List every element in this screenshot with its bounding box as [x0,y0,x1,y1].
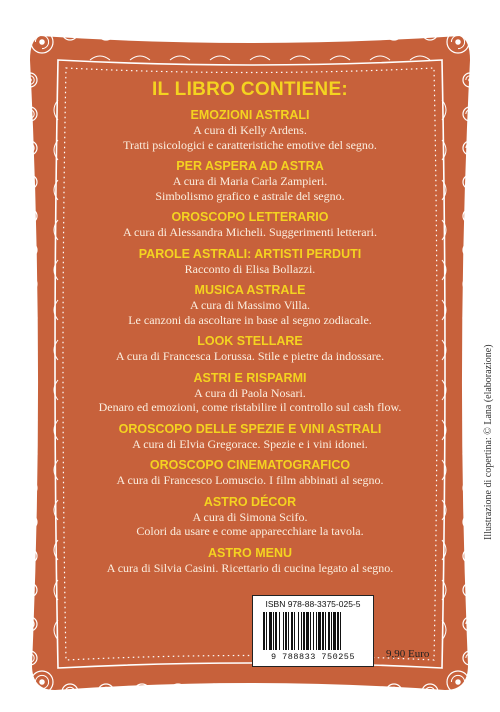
price: 9,90 Euro [386,648,430,660]
section-line: Racconto di Elisa Bollazzi. [184,261,316,276]
section-line: A cura di Alessandra Micheli. Suggerimenti letterari. [123,225,377,239]
section-4 [60,283,440,327]
section-line: Le canzoni da ascoltare in base al segno zodiacale. [128,312,372,327]
page-title: IL LIBRO CONTIENE: [151,79,349,100]
section-heading: EMOZIONI ASTRALI [190,108,310,122]
barcode [261,612,365,650]
section-2 [60,210,440,240]
section-1 [60,159,440,203]
section-9 [60,495,440,539]
section-5 [60,334,440,364]
isbn-label: ISBN 978-88-3375-025-5 [265,599,361,609]
section-heading: MUSICA ASTRALE [194,283,306,297]
isbn-barcode-box [252,595,374,667]
section-line: Tratti psicologici e caratteristiche emotive del segno. [123,137,377,152]
section-heading: ASTRO MENU [207,545,293,560]
section-heading: ASTRI E RISPARMI [193,370,307,385]
section-heading: ASTRO DÉCOR [203,494,297,509]
section-6 [60,371,440,415]
section-heading: LOOK STELLARE [197,334,303,348]
section-10 [60,546,440,576]
section-line: Simbolismo grafico e astrale del segno. [155,188,345,203]
section-0 [60,108,440,152]
section-3 [60,247,440,277]
section-line: A cura di Maria Carla Zampieri. [172,174,328,188]
section-line: A cura di Silvia Casini. Ricettario di cucina legato al segno. [106,560,394,575]
section-line: A cura di Elvia Gregorace. Spezie e i vini idonei. [132,436,368,451]
section-line: A cura di Francesca Lorussa. Stile e pietre da indossare. [115,349,385,363]
section-line: Denaro ed emozioni, come ristabilire il controllo sul cash flow. [98,400,402,414]
section-heading: OROSCOPO DELLE SPEZIE E VINI ASTRALI [118,421,382,436]
isbn-digits: 9 788833 750255 [270,652,355,662]
section-line: A cura di Kelly Ardens. [193,123,307,137]
section-line: A cura di Simona Scifo. [192,509,308,524]
contents-panel [60,78,440,582]
sections-list [60,108,440,575]
cover-credit: Illustrazione di copertina: © Lana (elaborazione) [483,344,494,540]
section-heading: OROSCOPO CINEMATOGRAFICO [149,458,351,472]
section-line: Colori da usare e come apparecchiare la tavola. [136,524,364,538]
section-line: A cura di Paola Nosari. [194,385,306,400]
section-7 [60,422,440,452]
section-heading: PAROLE ASTRALI: ARTISTI PERDUTI [138,246,362,261]
section-line: A cura di Francesco Lomuscio. I film abbinati al segno. [116,473,384,487]
section-heading: PER ASPERA AD ASTRA [176,159,324,173]
section-heading: OROSCOPO LETTERARIO [171,210,329,224]
section-8 [60,458,440,488]
section-line: A cura di Massimo Villa. [189,298,311,312]
